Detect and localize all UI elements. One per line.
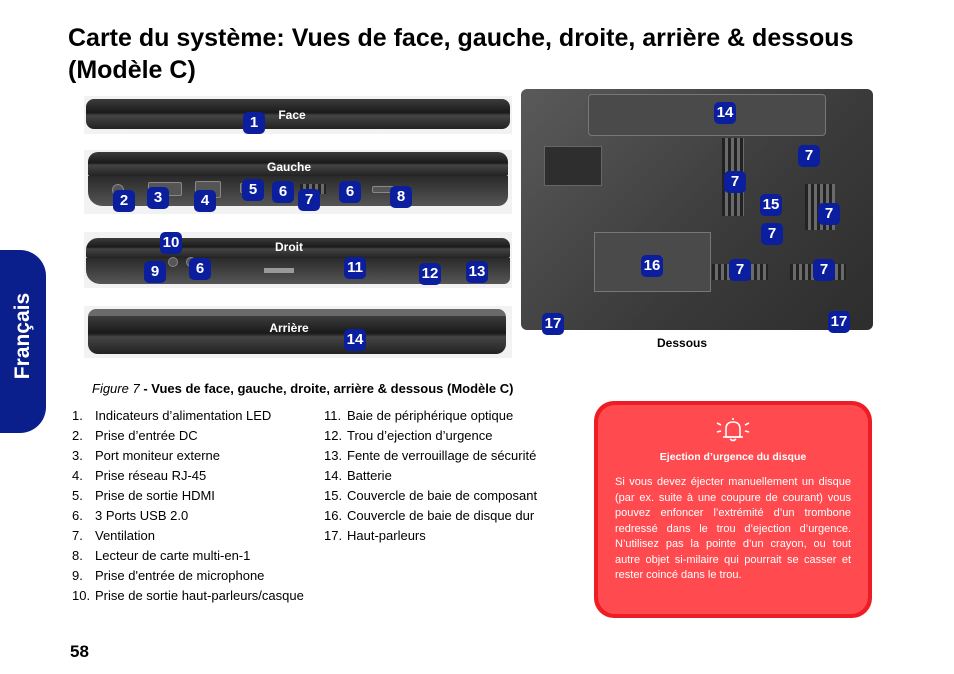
list-item-number: 17. [324,528,343,543]
list-item-number: 14. [324,468,343,483]
callout-badge: 6 [189,258,211,280]
list-item-text: Couvercle de baie de disque dur [347,508,535,523]
list-item [324,466,537,486]
warning-title: Ejection d’urgence du disque [659,451,807,463]
callout-badge: 7 [761,223,783,245]
list-item [72,486,304,506]
list-item-text: Baie de périphérique optique [347,408,514,423]
list-item-number: 6. [72,508,83,523]
list-item-number: 3. [72,448,83,463]
front-view-label: Face [278,108,306,122]
list-item-text: Lecteur de carte multi-en-1 [95,548,251,563]
rear-view-label: Arrière [269,321,309,335]
list-item-text: Haut-parleurs [347,528,426,543]
list-item [72,446,304,466]
bottom-view-label: Dessous [657,336,708,350]
legend-list-right [324,406,537,546]
list-item-text: Prise d’entrée DC [95,428,198,443]
list-item-text: Prise réseau RJ-45 [95,468,207,483]
list-item-text: Prise de sortie HDMI [95,488,215,503]
list-item [324,526,537,546]
page-title: Carte du système: Vues de face, gauche, droite, arrière & dessous (Modèle C) [68,24,854,84]
alarm-bell-icon [715,417,751,443]
list-item [72,506,304,526]
legend-list-left [72,406,304,606]
list-item-text: Fente de verrouillage de sécurité [347,448,537,463]
callout-badge: 3 [147,187,169,209]
list-item-number: 11. [324,408,342,423]
list-item-number: 9. [72,568,83,583]
list-item-text: Prise de sortie haut-parleurs/casque [95,588,304,603]
callout-badge: 6 [339,181,361,203]
list-item-text: Prise d'entrée de microphone [95,568,265,583]
figure-caption [92,381,513,396]
callout-badge: 17 [542,313,564,335]
list-item [324,446,537,466]
callout-badge: 9 [144,261,166,283]
list-item [324,406,537,426]
left-view-label: Gauche [266,160,311,174]
list-item-text: Batterie [347,468,392,483]
callout-badge: 7 [818,203,840,225]
language-tab [0,250,46,433]
list-item-number: 7. [72,528,83,543]
right-view-label: Droit [275,240,303,254]
list-item [72,406,304,426]
list-item-number: 8. [72,548,83,563]
list-item-text: Indicateurs d’alimentation LED [95,408,272,423]
callout-badge: 8 [390,186,412,208]
list-item [324,486,537,506]
callout-badge: 5 [242,179,264,201]
callout-badge: 4 [194,190,216,212]
language-tab-label: Français [11,292,34,380]
list-item [72,466,304,486]
callout-badge: 12 [419,263,441,285]
callout-badge: 10 [160,232,182,254]
list-item-number: 1. [72,408,83,423]
callout-badge: 11 [344,257,366,279]
list-item-text: Port moniteur externe [95,448,221,463]
list-item-number: 16. [324,508,343,523]
list-item [72,546,304,566]
callout-badge: 7 [724,171,746,193]
list-item [72,586,304,606]
callout-badge: 6 [272,181,294,203]
list-item [324,506,537,526]
list-item-number: 12. [324,428,343,443]
figure-number: Figure 7 [92,381,140,396]
list-item-number: 4. [72,468,83,483]
list-item-text: Couvercle de baie de composant [347,488,538,503]
list-item [72,526,304,546]
list-item-number: 13. [324,448,343,463]
list-item-text: 3 Ports USB 2.0 [95,508,189,523]
callout-badge: 16 [641,255,663,277]
callout-badge: 14 [344,329,366,351]
figure-caption-text: - Vues de face, gauche, droite, arrière & dessous (Modèle C) [139,381,514,396]
list-item [72,566,304,586]
warning-text: Si vous devez éjecter manuellement un disque (par ex. suite à une coupure de courant) vous pouvez enfoncer l’extrémité d’un trombone redressé dans le trou d’ejection d’urgence. N’utilisez pas la pointe d’un crayon, ou tout autre objet si-milaire qui pourrait se casser et rester coincé dans le trou. [615,476,851,581]
list-item-number: 2. [72,428,83,443]
callout-badge: 7 [298,189,320,211]
list-item-text: Trou d’ejection d’urgence [347,428,493,443]
list-item [324,426,537,446]
list-item-number: 10. [72,588,91,603]
callout-badge: 1 [243,112,265,134]
callout-badge: 7 [813,259,835,281]
list-item [72,426,304,446]
callout-badge: 17 [828,311,850,333]
warning-box [594,401,872,618]
callout-badge: 13 [466,261,488,283]
callout-badge: 15 [760,194,782,216]
page-number: 58 [70,642,89,661]
callout-badge: 2 [113,190,135,212]
list-item-number: 5. [72,488,83,503]
list-item-number: 15. [324,488,343,503]
callout-badge: 14 [714,102,736,124]
list-item-text: Ventilation [95,528,155,543]
callout-badge: 7 [729,259,751,281]
callout-badge: 7 [798,145,820,167]
